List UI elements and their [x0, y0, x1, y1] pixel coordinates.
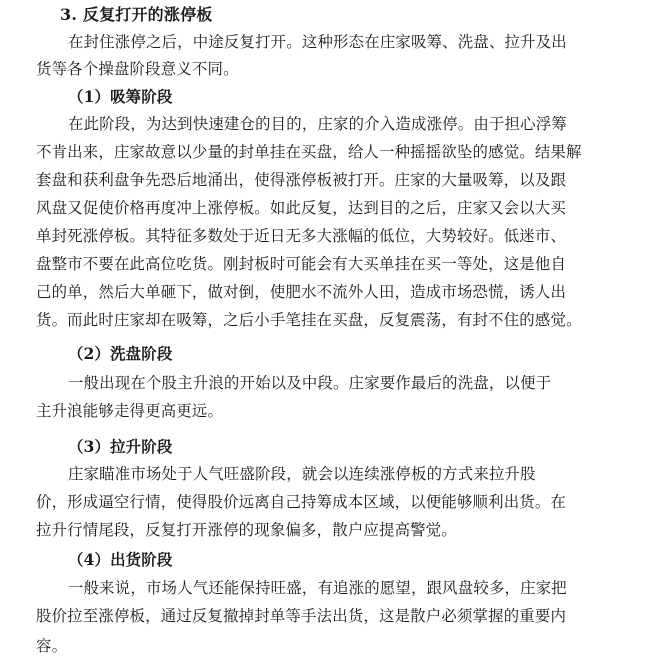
- paragraph-line: 风盘又促使价格再度冲上涨停板。如此反复，达到目的之后，庄家又会以大买: [36, 199, 567, 217]
- paragraph-line: 一般出现在个股主升浪的开始以及中段。庄家要作最后的洗盘，以便于: [68, 374, 552, 392]
- phase-title-markup: （3）拉升阶段: [68, 438, 173, 456]
- intro-line: 在封住涨停之后，中途反复打开。这种形态在庄家吸筹、洗盘、拉升及出: [68, 33, 567, 51]
- paragraph-line: 价，形成逼空行情，使得股价远离自己持筹成本区域，以便能够顺利出货。在: [36, 493, 567, 511]
- paragraph-line: 股价拉至涨停板，通过反复撤掉封单等手法出货，这是散户必须掌握的重要内: [36, 607, 567, 625]
- phase-title-distribution: （4）出货阶段: [68, 551, 173, 569]
- paragraph-line: 庄家瞄准市场处于人气旺盛阶段，就会以连续涨停板的方式来拉升股: [68, 465, 536, 483]
- paragraph-line: 货。而此时庄家却在吸筹，之后小手笔挂在买盘，反复震荡，有封不住的感觉。: [36, 311, 582, 329]
- phase-title-washout: （2）洗盘阶段: [68, 345, 173, 363]
- paragraph-line: 盘整市不要在此高位吃货。刚封板时可能会有大买单挂在买一等处，这是他自: [36, 255, 567, 273]
- paragraph-line: 容。: [36, 637, 68, 655]
- paragraph-line: 套盘和获利盘争先恐后地涌出，使得涨停板被打开。庄家的大量吸筹，以及跟: [36, 171, 567, 189]
- paragraph-line: 主升浪能够走得更高更远。: [36, 402, 224, 420]
- intro-line: 货等各个操盘阶段意义不同。: [36, 60, 239, 78]
- paragraph-line: 己的单，然后大单砸下，做对倒，使肥水不流外人田，造成市场恐慌，诱人出: [36, 283, 567, 301]
- paragraph-line: 不肯出来，庄家故意以少量的封单挂在买盘，给人一种摇摇欲坠的感觉。结果解: [36, 143, 582, 161]
- paragraph-line: 一般来说，市场人气还能保持旺盛，有追涨的愿望，跟风盘较多，庄家把: [68, 579, 567, 597]
- phase-title-accumulation: （1）吸筹阶段: [68, 88, 173, 106]
- paragraph-line: 拉升行情尾段，反复打开涨停的现象偏多，散户应提高警觉。: [36, 521, 457, 539]
- section-title: 3. 反复打开的涨停板: [60, 5, 213, 24]
- paragraph-line: 单封死涨停板。其特征多数处于近日无多大涨幅的低位，大势较好。低迷市、: [36, 227, 567, 245]
- paragraph-line: 在此阶段，为达到快速建仓的目的，庄家的介入造成涨停。由于担心浮筹: [68, 115, 567, 133]
